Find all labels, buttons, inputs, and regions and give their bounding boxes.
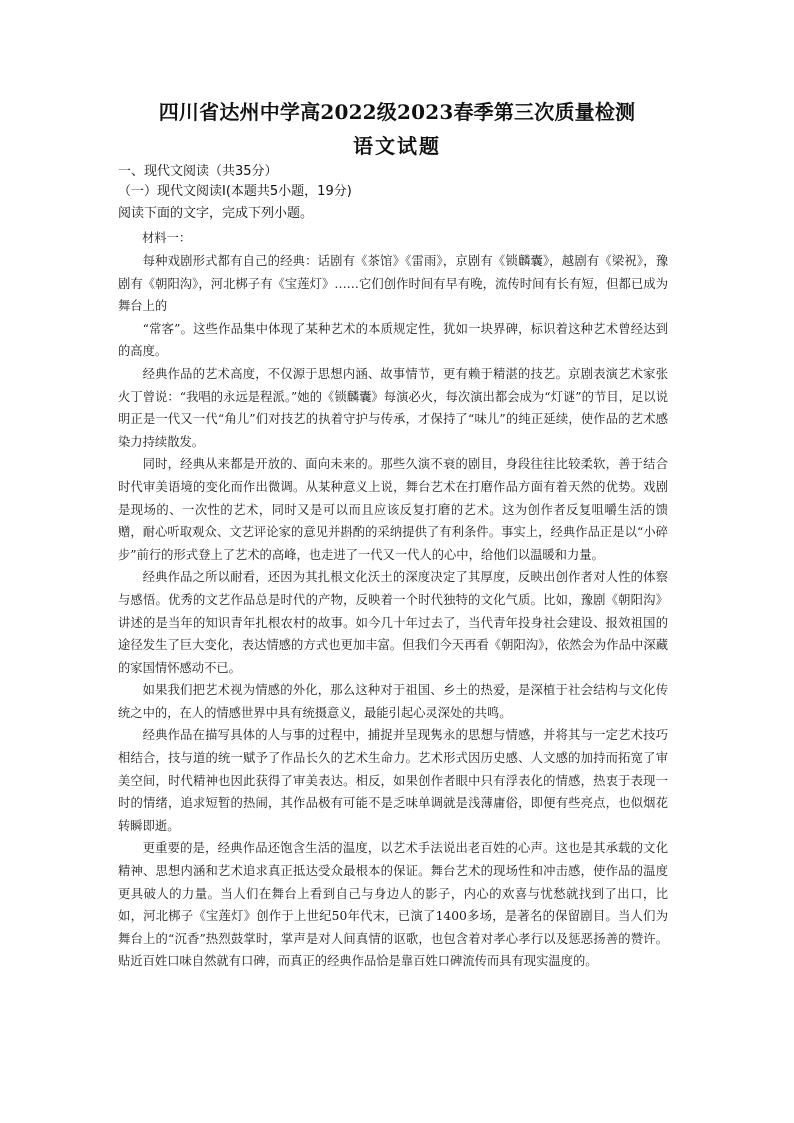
instruction-text: 阅读下面的文字，完成下列小题。 [118,206,314,221]
exam-title: 四川省达州中学高2022级2023春季第三次质量检测 [158,100,636,124]
paragraph: 经典作品的艺术高度，不仅源于思想内涵、故事情节，更有赖于精湛的技艺。京剧表演艺术家张火丁曾说：“我唱的永远是程派。”她的《锁麟囊》每演必火，每次演出都会成为“灯谜”的节目，足以说明正是一代又一代“角儿”们对技艺的执着守护与传承，才保持了“味儿”的纯正延续，使作品的艺术感染力持续散发。 [118,366,668,449]
paragraph: 如果我们把艺术视为情感的外化，那么这种对于祖国、乡土的热爱，是深植于社会结构与文化传统之中的，在人的情感世界中具有统摄意义，最能引起心灵深处的共鸣。 [118,683,668,720]
paragraph: “常客”。这些作品集中体现了某种艺术的本质规定性，犹如一块界碑，标识着这种艺术曾经达到的高度。 [118,321,668,359]
paragraph: 经典作品在描写具体的人与事的过程中，捕捉并呈现隽永的思想与情感，并将其与一定艺术技巧相结合，技与道的统一赋予了作品长久的艺术生命力。艺术形式因历史感、人文感的加持而拓宽了审美空间，时代精神也因此获得了审美表达。相反，如果创作者眼中只有浮表化的情感，热衷于表现一时的情绪，追求短暂的热闹，其作品极有可能不是乏味单调就是浅薄庸俗，即便有些亮点，也似烟花转瞬即逝。 [118,728,668,833]
paragraph: 更重要的是，经典作品还饱含生活的温度，以艺术手法说出老百姓的心声。这也是其承载的文化精神、思想内涵和艺术追求真正抵达受众最根本的保证。舞台艺术的现场性和冲击感，使作品的温度更具破人的力量。当人们在舞台上看到自己与身边人的影子，内心的欢喜与忧愁就找到了出口，比如，河北梆子《宝莲灯》创作于上世纪50年代末，已演了1400多场，是著名的保留剧目。当人们为舞台上的“沉香”热烈鼓掌时，掌声是对人间真情的讴歌，也包含着对孝心孝行以及惩恶扬善的赞许。贴近百姓口味自然就有口碑，而真正的经典作品恰是靠百姓口碑流传而具有现实温度的。 [118,841,668,969]
material-label: 材料一： [142,231,192,245]
paragraph: 每种戏剧形式都有自己的经典：话剧有《茶馆》《雷雨》，京剧有《锁麟囊》，越剧有《梁祝》，豫剧有《朝阳沟》，河北梆子有《宝莲灯》……它们创作时间有早有晚，流传时间有长有短，但都已成为舞台上的 [118,254,668,314]
paragraph: 经典作品之所以耐看，还因为其扎根文化沃土的深度决定了其厚度，反映出创作者对人性的体察与感悟。优秀的文艺作品总是时代的产物，反映着一个时代独特的文化气质。比如，豫剧《朝阳沟》讲述的是当年的知识青年扎根农村的故事。如今几十年过去了，当代青年投身社会建设、报效祖国的途径发生了巨大变化，表达情感的方式也更加丰富。但我们今天再看《朝阳沟》，依然会为作品中深藏的家国情怀感动不已。 [118,570,668,675]
exam-subtitle: 语文试题 [353,134,441,158]
section-heading: 一、现代文阅读（共35分） [118,164,278,179]
reading-passage [118,228,668,973]
subsection-heading: （一）现代文阅读Ⅰ(本题共5小题，19分) [118,184,352,199]
paragraph: 同时，经典从来都是开放的、面向未来的。那些久演不衰的剧目，身段往往比较柔软，善于结合时代审美语境的变化而作出微调。从某种意义上说，舞台艺术在打磨作品方面有着天然的优势。戏剧是现场的、一次性的艺术，同时又是可以而且应该反复打磨的艺术。这为创作者反复咀嚼生活的馈赠，耐心听取观众、文艺评论家的意见并斟酌的采纳提供了有利条件。事实上，经典作品正是以“小碎步”前行的形式登上了艺术的高峰，也走进了一代又一代人的心中，给他们以温暖和力量。 [118,457,668,562]
